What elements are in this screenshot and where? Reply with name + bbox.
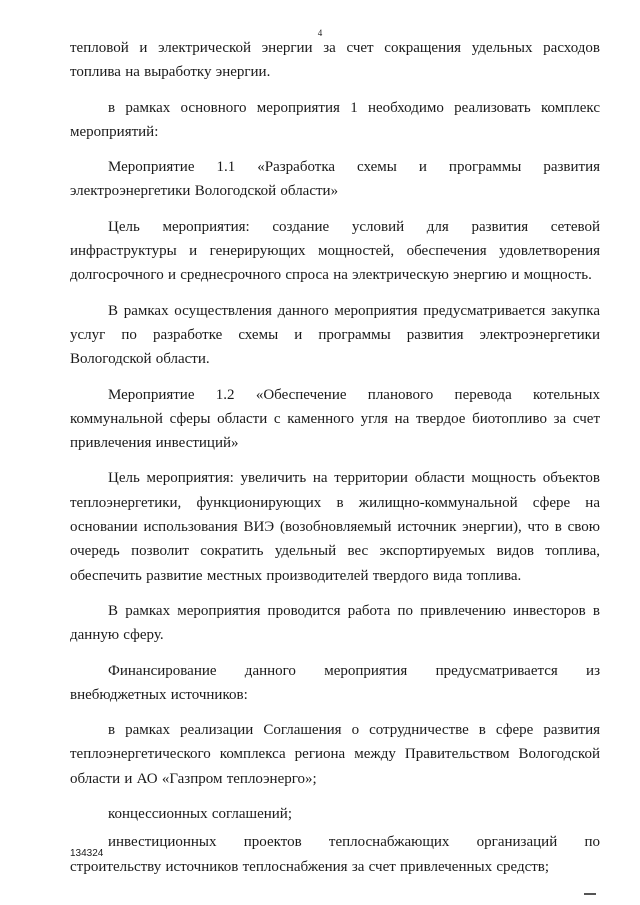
paragraph-3: Мероприятие 1.1 «Разработка схемы и программы развития электроэнергетики Вологодской области» [70, 159, 600, 200]
paragraph-11: концессионных соглашений; [108, 806, 292, 823]
document-code: 134324 [70, 848, 104, 859]
paragraph-5: В рамках осуществления данного мероприятия предусматривается закупка услуг по разработке схемы и программы развития электроэнергетики Вологодской области. [70, 302, 600, 368]
paragraph-10: в рамках реализации Соглашения о сотрудничестве в сфере развития теплоэнергетического комплекса региона между Правительством Вологодской области и АО «Газпром теплоэнерго»; [70, 722, 600, 787]
paragraph-9: Финансирование данного мероприятия предусматривается из внебюджетных источников: [70, 662, 600, 703]
paragraph-12: инвестиционных проектов теплоснабжающих организаций по строительству источников теплоснабжения за счет привлеченных средств; [70, 834, 600, 875]
scan-mark [584, 893, 596, 895]
paragraph-2: в рамках основного мероприятия 1 необходимо реализовать комплекс мероприятий: [70, 99, 600, 140]
document-body [70, 36, 600, 890]
paragraph-1: тепловой и электрической энергии за счет сокращения удельных расходов топлива на выработку энергии. [70, 40, 600, 81]
paragraph-4: Цель мероприятия: создание условий для развития сетевой инфраструктуры и генерирующих мощностей, обеспечения удовлетворения долгосрочного и среднесрочного спроса на электрическую энергию и мощность. [70, 218, 600, 284]
paragraph-8: В рамках мероприятия проводится работа по привлечению инвесторов в данную сферу. [70, 602, 600, 644]
paragraph-6: Мероприятие 1.2 «Обеспечение планового перевода котельных коммунальной сферы области с каменного угля на твердое биотопливо за счет привлечения инвестиций» [70, 386, 600, 452]
page-number: 4 [317, 28, 323, 38]
paragraph-7: Цель мероприятия: увеличить на территории области мощность объектов теплоэнергетики, функционирующих в жилищно-коммунальной сфере на основании использования ВИЭ (возобновляемый источник энергии), что в свою очередь позволит сократить удельный вес экспортируемых видов топлива, обеспечить развитие местных производителей твердого вида топлива. [70, 470, 600, 584]
